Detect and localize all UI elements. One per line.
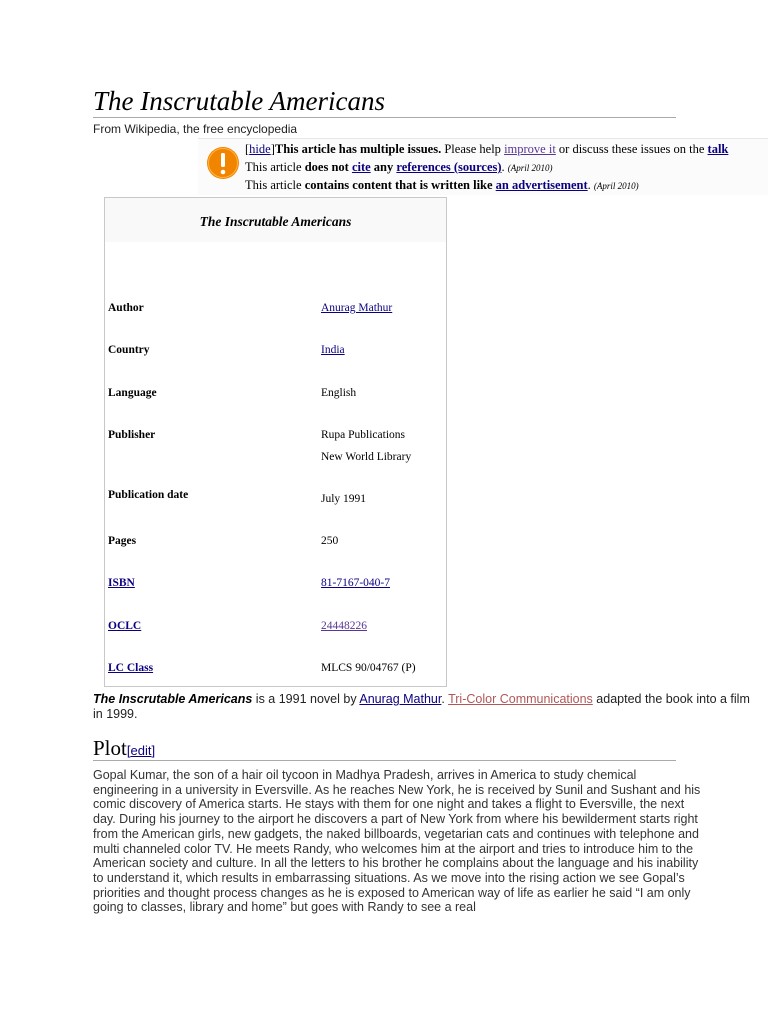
- issues-line-references: This article does not cite any references (sources). (April 2010): [245, 160, 553, 174]
- advertisement-link[interactable]: an advertisement: [495, 178, 588, 192]
- infobox: [104, 197, 447, 687]
- infobox-value-publisher-2: New World Library: [321, 451, 412, 463]
- talk-page-link[interactable]: talk: [707, 142, 729, 156]
- infobox-value-lc-class: MLCS 90/04767 (P): [321, 662, 416, 674]
- country-link[interactable]: India: [321, 344, 345, 356]
- edit-section-link[interactable]: edit: [130, 743, 152, 758]
- plot-divider: [93, 760, 676, 761]
- author-link[interactable]: Anurag Mathur: [321, 302, 393, 314]
- references-link[interactable]: references (sources): [396, 160, 502, 174]
- warning-icon: [206, 146, 240, 180]
- infobox-value-publication-date: July 1991: [321, 493, 367, 505]
- infobox-label-publisher: Publisher: [108, 429, 156, 441]
- issue-date: (April 2010): [593, 181, 639, 191]
- tri-color-link[interactable]: Tri-Color Communications: [448, 692, 593, 706]
- oclc-link[interactable]: 24448226: [321, 620, 367, 632]
- infobox-label-pages: Pages: [108, 535, 137, 547]
- infobox-label-country: Country: [108, 344, 150, 356]
- cite-link[interactable]: cite: [351, 160, 371, 174]
- infobox-label-author: Author: [108, 302, 144, 314]
- issues-line-multiple: [hide]This article has multiple issues. Please help improve it or discuss these issues on the talk: [245, 142, 729, 156]
- isbn-label-link[interactable]: ISBN: [108, 577, 135, 589]
- article-title: The Inscrutable Americans: [93, 86, 385, 116]
- lc-class-label-link[interactable]: LC Class: [108, 662, 154, 674]
- hide-link[interactable]: hide: [249, 142, 271, 156]
- plot-heading: Plot[edit]: [93, 736, 156, 760]
- infobox-value-publisher: Rupa Publications: [321, 429, 406, 441]
- improve-it-link[interactable]: improve it: [504, 142, 556, 156]
- infobox-label-language: Language: [108, 387, 157, 399]
- infobox-label-publication-date: Publication date: [108, 489, 189, 501]
- plot-paragraph: Gopal Kumar, the son of a hair oil tycoon in Madhya Pradesh, arrives in America to study chemical engineering in a university in Eversville. As he reaches New York, he is received by Sunil and Sushant and his comic discovery of America starts. He stays with them for one night and takes a flight to Eversville, the next day. During his journey to the airport he discovers a part of New York from where his bewilderment starts right from the American girls, new gadgets, the naked billboards, vegetarian cats and continues with telephone and multi channeled color TV. He meets Randy, who welcomes him at the airport and tries to introduce him to the American society and culture. In all the letters to his brother he complains about the language and his inability to understand it, which results in embarrassing situations. As we move into the rising action we see Gopal’s priorities and thought process changes as he is exposed to American way of life as earlier he said “I am only going to classes, library and home” but goes with Randy to see a real: [93, 768, 701, 915]
- tagline: From Wikipedia, the free encyclopedia: [93, 122, 298, 136]
- infobox-value-language: English: [321, 387, 357, 399]
- issues-line-advertisement: This article contains content that is written like an advertisement. (April 2010): [245, 178, 639, 192]
- title-divider: [93, 117, 676, 118]
- issue-date: (April 2010): [507, 163, 553, 173]
- oclc-label-link[interactable]: OCLC: [108, 620, 142, 632]
- infobox-value-pages: 250: [321, 535, 339, 547]
- lead-paragraph: The Inscrutable Americans is a 1991 novel by Anurag Mathur. Tri-Color Communications adapted the book into a film in 1999.: [93, 692, 750, 721]
- infobox-title: The Inscrutable Americans: [199, 214, 352, 229]
- isbn-link[interactable]: 81-7167-040-7: [321, 577, 390, 589]
- author-text-link[interactable]: Anurag Mathur: [359, 692, 442, 706]
